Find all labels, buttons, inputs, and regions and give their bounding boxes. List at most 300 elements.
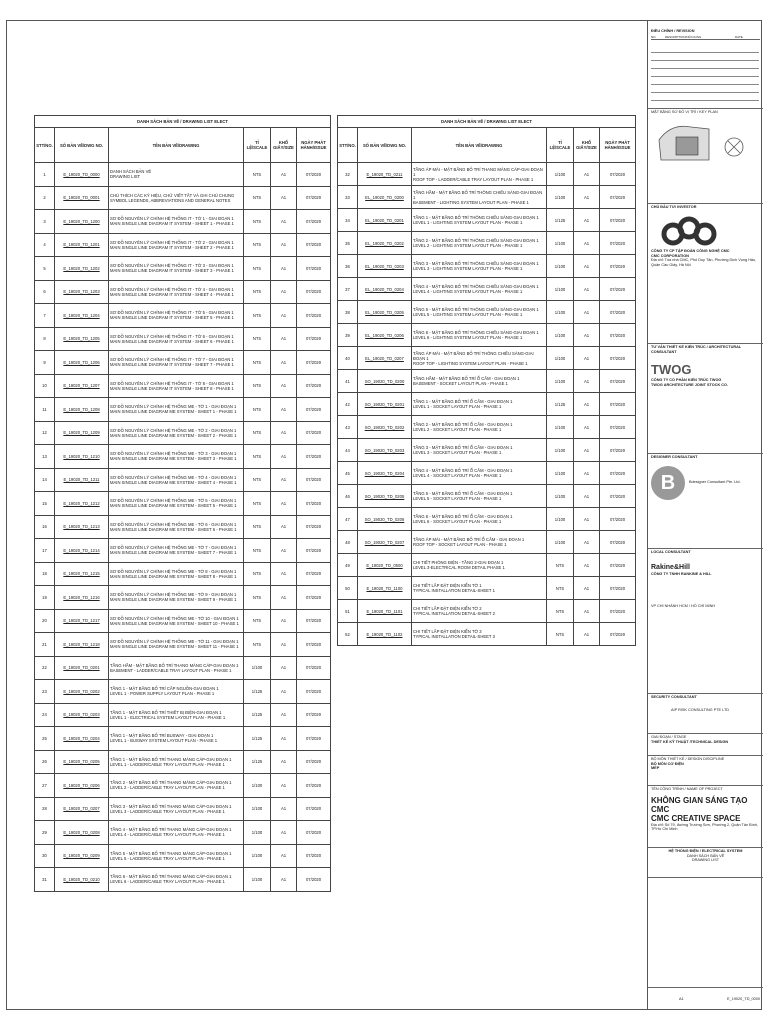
table-row <box>35 468 331 492</box>
row-scale: NTS <box>244 445 271 469</box>
table-row <box>338 485 636 508</box>
table-row <box>338 255 636 278</box>
row-scale: NTS <box>244 633 271 657</box>
row-issue-date: 07/2020 <box>297 539 331 563</box>
row-scale: 1/100 <box>547 370 574 393</box>
row-issue-date: 07/2020 <box>600 485 636 508</box>
row-scale: NTS <box>244 562 271 586</box>
row-number: 3 <box>35 210 55 234</box>
row-scale: 1/125 <box>547 393 574 416</box>
row-paper-size: A1 <box>574 186 600 209</box>
row-drawing-number: SO_19020_TD_0200 <box>358 370 412 393</box>
row-drawing-number: E_19020_TD_1203 <box>55 280 109 304</box>
table-row <box>35 233 331 257</box>
row-number: 5 <box>35 257 55 281</box>
row-scale: NTS <box>244 186 271 210</box>
row-drawing-name: CHI TIẾT LẮP ĐẶT ĐIỆN KIỂN TỜ 3 TYPICAL INSTALLATION DETAIL-SHEET 3 <box>412 623 547 646</box>
row-issue-date: 07/2020 <box>600 163 636 186</box>
row-drawing-number: EL_19020_TD_0204 <box>358 278 412 301</box>
drawing-number: E_19020_TD_0000 <box>727 996 760 1001</box>
table-row <box>338 278 636 301</box>
row-number: 32 <box>338 163 358 186</box>
row-drawing-number: E_19020_TD_0207 <box>55 797 109 821</box>
row-issue-date: 07/2020 <box>600 255 636 278</box>
row-scale: 1/100 <box>547 255 574 278</box>
row-drawing-name: TẦNG ÁP MÁI - MẶT BẰNG BỐ TRÍ THANG MÁNG CÁP-GIAI ĐOẠN 1 ROOF TOP - LADDER/CABLE TRAY LAYOUT PLAN - PHASE 1 <box>412 163 547 186</box>
designer-name: Bdesigner Consultant Pte. Ltd. <box>689 480 741 485</box>
table-row <box>35 304 331 328</box>
row-paper-size: A1 <box>271 750 297 774</box>
row-number: 25 <box>35 727 55 751</box>
row-drawing-name: TẦNG 2 - MẶT BẰNG BỐ TRÍ THANG MÁNG CÁP-GIAI ĐOẠN 1 LEVEL 2 - LADDER/CABLE TRAY LAYOUT PLAN - PHASE 1 <box>109 774 244 798</box>
stage-label: GIAI ĐOẠN / STAGE <box>651 735 687 739</box>
architect-name-en: TWOG ARCHITECTURE JOINT STOCK CO. <box>651 382 728 387</box>
row-drawing-name: CHI TIẾT PHÒNG ĐIỆN - TẦNG 2-GIAI ĐOẠN 1 LEVEL 3-ELECTRICAL ROOM DETAIL PHASE 1 <box>412 554 547 577</box>
row-drawing-name: TẦNG 6 - MẶT BẰNG BỐ TRÍ THÔNG CHIẾU SÁNG-GIAI ĐOẠN 1 LEVEL 6 - LIGHTING SYSTEM LAYOUT PLAN - PHASE 1 <box>412 324 547 347</box>
table-row <box>338 209 636 232</box>
row-drawing-name: TẦNG HẦM - MẶT BẰNG BỐ TRÍ Ổ CẮM - GIAI ĐOẠN 1 BASEMENT - SOCKET LAYOUT PLAN - PHASE 1 <box>412 370 547 393</box>
row-drawing-name: SƠ ĐỒ NGUYÊN LÝ CHÍNH HỆ THỐNG ME - TỜ 11 - GIAI ĐOẠN 1 MAIN SINGLE LINE DIAGRAM ME SYSTEM - SHEET 11 - PHASE 1 <box>109 633 244 657</box>
row-drawing-number: E_19020_TD_0500 <box>358 554 412 577</box>
row-issue-date: 07/2020 <box>297 868 331 892</box>
row-scale: 1/100 <box>547 531 574 554</box>
row-scale: 1/100 <box>547 416 574 439</box>
row-drawing-name: TẦNG 4 - MẶT BẰNG BỐ TRÍ THANG MÁNG CÁP-GIAI ĐOẠN 1 LEVEL 4 - LADDER/CABLE TRAY LAYOUT PLAN - PHASE 1 <box>109 821 244 845</box>
row-drawing-name: SƠ ĐỒ NGUYÊN LÝ CHÍNH HỆ THỐNG IT - TỜ 3 - GIAI ĐOẠN 1 MAIN SINGLE LINE DIAGRAM IT SYSTEM - SHEET 3 - PHASE 1 <box>109 257 244 281</box>
row-scale: NTS <box>244 539 271 563</box>
table-row <box>338 531 636 554</box>
row-drawing-number: E_19020_TD_0001 <box>55 186 109 210</box>
row-number: 8 <box>35 327 55 351</box>
row-number: 34 <box>338 209 358 232</box>
row-drawing-number: EL_19020_TD_0203 <box>358 255 412 278</box>
row-issue-date: 07/2020 <box>600 600 636 623</box>
row-issue-date: 07/2020 <box>297 821 331 845</box>
row-drawing-name: TẦNG HẦM - MẶT BẰNG BỐ TRÍ THANG MÁNG CÁP-GIAI ĐOẠN 1 BASEMENT - LADDER/CABLE TRAY LAYOUT PLAN - PHASE 1 <box>109 656 244 680</box>
local-office: VP CHI NHÁNH HCM / HỒ CHÍ MINH <box>651 604 716 609</box>
row-paper-size: A1 <box>271 421 297 445</box>
row-paper-size: A1 <box>271 797 297 821</box>
row-number: 37 <box>338 278 358 301</box>
row-drawing-number: EL_19020_TD_0200 <box>358 186 412 209</box>
table-row <box>35 163 331 187</box>
discipline-label: BỘ MÔN THIẾT KẾ / DESIGN DISCIPLINE <box>651 757 725 761</box>
row-paper-size: A1 <box>574 163 600 186</box>
row-issue-date: 07/2020 <box>297 421 331 445</box>
row-drawing-name: TẦNG 5 - MẶT BẰNG BỐ TRÍ THÔNG CHIẾU SÁNG-GIAI ĐOẠN 1 LEVEL 5 - LIGHTING SYSTEM LAYOUT PLAN - PHASE 1 <box>412 301 547 324</box>
row-drawing-name: CHÚ THÍCH CÁC KÝ HIỆU, CHỮ VIẾT TẮT VÀ GHI CHÚ CHUNG SYMBOL LEGENDS, ABBREVIATIONS AND GENERAL NOTES <box>109 186 244 210</box>
col-header-date: NGÀY PHÁT HÀNH/ISSUE <box>600 128 636 163</box>
row-drawing-name: SƠ ĐỒ NGUYÊN LÝ CHÍNH HỆ THỐNG ME - TỜ 2 - GIAI ĐOẠN 1 MAIN SINGLE LINE DIAGRAM ME SYSTEM - SHEET 2 - PHASE 1 <box>109 421 244 445</box>
table-row <box>338 393 636 416</box>
row-issue-date: 07/2020 <box>600 370 636 393</box>
row-number: 26 <box>35 750 55 774</box>
table-row <box>338 623 636 646</box>
table-row <box>35 868 331 892</box>
project-address: Địa chỉ: Số 79, đường Trường Sơn, Phường 2, Quận Tân Bình, TP.Hồ Chí Minh <box>651 822 759 832</box>
row-paper-size: A1 <box>271 586 297 610</box>
table-row <box>35 750 331 774</box>
row-number: 41 <box>338 370 358 393</box>
table-row <box>338 232 636 255</box>
row-drawing-name: CHI TIẾT LẮP ĐẶT ĐIỆN KIỂN TỜ 1 TYPICAL INSTALLATION DETAIL-SHEET 1 <box>412 577 547 600</box>
row-scale: NTS <box>244 586 271 610</box>
row-paper-size: A1 <box>271 257 297 281</box>
row-paper-size: A1 <box>574 600 600 623</box>
row-number: 10 <box>35 374 55 398</box>
rev-col-date: DATE <box>735 34 743 39</box>
row-number: 9 <box>35 351 55 375</box>
row-number: 48 <box>338 531 358 554</box>
row-issue-date: 07/2020 <box>297 163 331 187</box>
row-scale: NTS <box>244 257 271 281</box>
row-drawing-number: E_19020_TD_1214 <box>55 539 109 563</box>
row-paper-size: A1 <box>574 416 600 439</box>
row-paper-size: A1 <box>574 232 600 255</box>
row-drawing-name: TẦNG 6 - MẶT BẰNG BỐ TRÍ Ổ CẮM - GIAI ĐOẠN 1 LEVEL 6 - SOCKET LAYOUT PLAN - PHASE 1 <box>412 508 547 531</box>
row-drawing-number: E_19020_TD_1206 <box>55 351 109 375</box>
row-issue-date: 07/2020 <box>600 324 636 347</box>
row-number: 47 <box>338 508 358 531</box>
row-issue-date: 07/2020 <box>600 186 636 209</box>
table-row <box>338 370 636 393</box>
row-scale: 1/100 <box>547 186 574 209</box>
table-row <box>35 821 331 845</box>
row-number: 7 <box>35 304 55 328</box>
row-issue-date: 07/2020 <box>297 586 331 610</box>
row-drawing-number: E_19020_TD_0211 <box>358 163 412 186</box>
row-drawing-number: E_19020_TD_0210 <box>55 868 109 892</box>
row-scale: 1/100 <box>244 656 271 680</box>
row-drawing-number: E_19020_TD_0201 <box>55 656 109 680</box>
row-drawing-name: TẦNG 1 - MẶT BẰNG BỐ TRÍ THANG MÁNG CÁP-GIAI ĐOẠN 1 LEVEL 1 - LADDER/CABLE TRAY LAYOUT PLAN - PHASE 1 <box>109 750 244 774</box>
row-issue-date: 07/2020 <box>297 186 331 210</box>
row-number: 22 <box>35 656 55 680</box>
table-row <box>35 421 331 445</box>
row-drawing-name: TẦNG 2 - MẶT BẰNG BỐ TRÍ Ổ CẮM - GIAI ĐOẠN 1 LEVEL 2 - SOCKET LAYOUT PLAN - PHASE 1 <box>412 416 547 439</box>
row-drawing-name: SƠ ĐỒ NGUYÊN LÝ CHÍNH HỆ THỐNG ME - TỜ 5 - GIAI ĐOẠN 1 MAIN SINGLE LINE DIAGRAM ME SYSTEM - SHEET 5 - PHASE 1 <box>109 492 244 516</box>
row-number: 33 <box>338 186 358 209</box>
row-paper-size: A1 <box>271 609 297 633</box>
row-number: 11 <box>35 398 55 422</box>
row-drawing-number: E_19020_TD_1202 <box>55 257 109 281</box>
row-number: 42 <box>338 393 358 416</box>
row-drawing-name: SƠ ĐỒ NGUYÊN LÝ CHÍNH HỆ THỐNG IT - TỜ 5 - GIAI ĐOẠN 1 MAIN SINGLE LINE DIAGRAM IT SYSTEM - SHEET 5 - PHASE 1 <box>109 304 244 328</box>
row-paper-size: A1 <box>271 821 297 845</box>
row-paper-size: A1 <box>574 370 600 393</box>
row-scale: NTS <box>244 163 271 187</box>
row-drawing-number: E_19020_TD_1100 <box>358 577 412 600</box>
row-number: 17 <box>35 539 55 563</box>
row-number: 44 <box>338 439 358 462</box>
table-title: DANH SÁCH BẢN VẼ / DRAWING LIST ELECT <box>338 116 636 128</box>
row-paper-size: A1 <box>271 774 297 798</box>
designer-logo-icon: B <box>651 466 685 500</box>
row-scale: NTS <box>244 233 271 257</box>
row-number: 30 <box>35 844 55 868</box>
security-name: AIP RISK CONSULTING PTE LTD <box>671 707 730 712</box>
col-header-size: KHỔ GIẤY/SIZE <box>574 128 600 163</box>
row-scale: NTS <box>244 421 271 445</box>
table-row <box>35 445 331 469</box>
row-number: 20 <box>35 609 55 633</box>
table-row <box>35 797 331 821</box>
row-drawing-number: E_19020_TD_0208 <box>55 821 109 845</box>
row-issue-date: 07/2020 <box>297 797 331 821</box>
row-drawing-name: SƠ ĐỒ NGUYÊN LÝ CHÍNH HỆ THỐNG ME - TỜ 7 - GIAI ĐOẠN 1 MAIN SINGLE LINE DIAGRAM ME SYSTEM - SHEET 7 - PHASE 1 <box>109 539 244 563</box>
row-scale: NTS <box>244 609 271 633</box>
row-paper-size: A1 <box>574 554 600 577</box>
row-number: 4 <box>35 233 55 257</box>
row-drawing-name: TẦNG 5 - MẶT BẰNG BỐ TRÍ THANG MÁNG CÁP-GIAI ĐOẠN 1 LEVEL 5 - LADDER/CABLE TRAY LAYOUT PLAN - PHASE 1 <box>109 844 244 868</box>
discipline-value-en: MEP <box>651 766 660 771</box>
table-row <box>338 577 636 600</box>
row-drawing-name: SƠ ĐỒ NGUYÊN LÝ CHÍNH HỆ THỐNG ME - TỜ 3 - GIAI ĐOẠN 1 MAIN SINGLE LINE DIAGRAM ME SYSTEM - SHEET 3 - PHASE 1 <box>109 445 244 469</box>
row-paper-size: A1 <box>271 680 297 704</box>
table-row <box>35 257 331 281</box>
row-paper-size: A1 <box>574 278 600 301</box>
row-number: 45 <box>338 462 358 485</box>
row-paper-size: A1 <box>271 304 297 328</box>
row-paper-size: A1 <box>271 703 297 727</box>
row-issue-date: 07/2020 <box>297 280 331 304</box>
investor-address: Địa chỉ: Tòa nhà CMC, Phố Duy Tân, Phường Dịch Vọng Hậu, Quận Cầu Giấy, Hà Nội <box>651 258 757 267</box>
table-row <box>35 586 331 610</box>
row-paper-size: A1 <box>574 577 600 600</box>
title-block <box>647 20 762 1010</box>
row-issue-date: 07/2020 <box>600 623 636 646</box>
table-row <box>338 324 636 347</box>
row-issue-date: 07/2020 <box>297 304 331 328</box>
revision-grid <box>651 45 759 109</box>
row-issue-date: 07/2020 <box>297 609 331 633</box>
col-header-stt: STT/NO. <box>338 128 358 163</box>
row-scale: 1/100 <box>547 508 574 531</box>
row-drawing-number: E_19020_TD_1215 <box>55 562 109 586</box>
project-name-en: CMC CREATIVE SPACE <box>651 813 741 823</box>
row-drawing-name: CHI TIẾT LẮP ĐẶT ĐIỆN KIỂN TỜ 2 TYPICAL INSTALLATION DETAIL-SHEET 2 <box>412 600 547 623</box>
twog-logo: TWOG <box>651 362 692 378</box>
table-row <box>35 562 331 586</box>
row-drawing-number: E_19020_TD_0204 <box>55 727 109 751</box>
row-scale: 1/100 <box>547 439 574 462</box>
rankine-hill-logo: Rakine&Hill <box>651 563 690 571</box>
row-number: 51 <box>338 600 358 623</box>
project-name-vn: KHÔNG GIAN SÁNG TẠO CMC <box>651 795 748 814</box>
row-number: 29 <box>35 821 55 845</box>
row-issue-date: 07/2020 <box>600 347 636 370</box>
row-drawing-name: SƠ ĐỒ NGUYÊN LÝ CHÍNH HỆ THỐNG IT - TỜ 8 - GIAI ĐOẠN 1 MAIN SINGLE LINE DIAGRAM IT SYSTEM - SHEET 8 - PHASE 1 <box>109 374 244 398</box>
row-drawing-number: SO_19020_TD_0206 <box>358 508 412 531</box>
row-drawing-name: TẦNG 6 - MẶT BẰNG BỐ TRÍ THANG MÁNG CÁP-GIAI ĐOẠN 1 LEVEL 6 - LADDER/CABLE TRAY LAYOUT PLAN - PHASE 1 <box>109 868 244 892</box>
table-row <box>35 280 331 304</box>
row-drawing-number: EL_19020_TD_0205 <box>358 301 412 324</box>
row-issue-date: 07/2020 <box>600 209 636 232</box>
row-paper-size: A1 <box>574 623 600 646</box>
row-issue-date: 07/2020 <box>600 554 636 577</box>
row-scale: 1/100 <box>547 347 574 370</box>
row-scale: 1/100 <box>547 163 574 186</box>
row-paper-size: A1 <box>574 324 600 347</box>
row-number: 21 <box>35 633 55 657</box>
architect-name: CÔNG TY CỔ PHẦN KIẾN TRÚC TWOG <box>651 378 722 383</box>
table-title: DANH SÁCH BẢN VẼ / DRAWING LIST ELECT <box>35 116 331 128</box>
table-row <box>35 539 331 563</box>
keyplan-drawing <box>651 115 751 185</box>
row-issue-date: 07/2020 <box>297 257 331 281</box>
row-drawing-number: E_19020_TD_1212 <box>55 492 109 516</box>
row-scale: NTS <box>244 374 271 398</box>
row-drawing-number: SO_19020_TD_0203 <box>358 439 412 462</box>
row-number: 18 <box>35 562 55 586</box>
table-row <box>35 327 331 351</box>
row-scale: 1/100 <box>244 774 271 798</box>
row-drawing-number: E_19020_TD_1200 <box>55 210 109 234</box>
row-number: 19 <box>35 586 55 610</box>
row-issue-date: 07/2020 <box>297 750 331 774</box>
row-drawing-number: E_19020_TD_0202 <box>55 680 109 704</box>
table-row <box>338 301 636 324</box>
row-scale: 1/100 <box>547 324 574 347</box>
row-issue-date: 07/2020 <box>600 416 636 439</box>
row-drawing-number: E_19020_TD_0203 <box>55 703 109 727</box>
row-drawing-name: TẦNG 1 - MẶT BẰNG BỐ TRÍ THÔNG CHIẾU SÁNG-GIAI ĐOẠN 1 LEVEL 1 - LIGHTING SYSTEM LAYOUT PLAN - PHASE 1 <box>412 209 547 232</box>
row-drawing-number: EL_19020_TD_0201 <box>358 209 412 232</box>
row-paper-size: A1 <box>574 301 600 324</box>
row-issue-date: 07/2020 <box>297 233 331 257</box>
row-drawing-number: E_19020_TD_1204 <box>55 304 109 328</box>
row-number: 1 <box>35 163 55 187</box>
row-scale: 1/100 <box>244 868 271 892</box>
row-paper-size: A1 <box>271 515 297 539</box>
col-header-date: NGÀY PHÁT HÀNH/ISSUE <box>297 128 331 163</box>
row-issue-date: 07/2020 <box>600 232 636 255</box>
row-issue-date: 07/2020 <box>297 844 331 868</box>
row-issue-date: 07/2020 <box>600 278 636 301</box>
table-row <box>338 416 636 439</box>
stage-value: THIẾT KẾ KỸ THUẬT /TECHNICAL DESIGN <box>651 739 729 744</box>
row-issue-date: 07/2020 <box>297 398 331 422</box>
row-number: 28 <box>35 797 55 821</box>
row-number: 12 <box>35 421 55 445</box>
table-row <box>35 656 331 680</box>
row-number: 35 <box>338 232 358 255</box>
row-number: 38 <box>338 301 358 324</box>
investor-label: CHỦ ĐẦU TƯ/ INVESTOR <box>651 205 697 209</box>
row-scale: 1/125 <box>244 703 271 727</box>
row-paper-size: A1 <box>271 445 297 469</box>
row-paper-size: A1 <box>271 656 297 680</box>
row-drawing-name: DANH SÁCH BẢN VẼ DRAWING LIST <box>109 163 244 187</box>
row-drawing-name: SƠ ĐỒ NGUYÊN LÝ CHÍNH HỆ THỐNG IT - TỜ 6 - GIAI ĐOẠN 1 MAIN SINGLE LINE DIAGRAM IT SYSTEM - SHEET 6 - PHASE 1 <box>109 327 244 351</box>
paper-size: A1 <box>679 996 684 1001</box>
row-drawing-name: TẦNG 1 - MẶT BẰNG BỐ TRÍ THIẾT BỊ ĐIỆN-GIAI ĐOẠN 1 LEVEL 1 - ELECTRICAL SYSTEM LAYOUT PLAN - PHASE 1 <box>109 703 244 727</box>
row-scale: NTS <box>547 623 574 646</box>
row-number: 50 <box>338 577 358 600</box>
row-drawing-number: E_19020_TD_0205 <box>55 750 109 774</box>
table-row <box>35 515 331 539</box>
row-paper-size: A1 <box>271 539 297 563</box>
row-drawing-name: TẦNG 1 - MẶT BẰNG BỐ TRÍ BUSWAY - GIAI ĐOẠN 1 LEVEL 1 - BUSWAY SYSTEM LAYOUT PLAN - PHASE 1 <box>109 727 244 751</box>
row-drawing-name: TẦNG 2 - MẶT BẰNG BỐ TRÍ THÔNG CHIẾU SÁNG-GIAI ĐOẠN 1 LEVEL 2 - LIGHTING SYSTEM LAYOUT PLAN - PHASE 1 <box>412 232 547 255</box>
row-drawing-name: TẦNG ÁP MÁI - MẶT BẰNG BỐ TRÍ Ổ CẮM - GIAI ĐOẠN 1 ROOF TOP - SOCKET LAYOUT PLAN - PHASE 1 <box>412 531 547 554</box>
row-scale: 1/125 <box>547 209 574 232</box>
row-drawing-name: TẦNG 4 - MẶT BẰNG BỐ TRÍ THÔNG CHIẾU SÁNG-GIAI ĐOẠN 1 LEVEL 4 - LIGHTING SYSTEM LAYOUT PLAN - PHASE 1 <box>412 278 547 301</box>
row-scale: NTS <box>244 351 271 375</box>
row-drawing-number: E_19020_TD_1217 <box>55 609 109 633</box>
row-paper-size: A1 <box>271 186 297 210</box>
row-scale: 1/100 <box>244 797 271 821</box>
row-drawing-number: E_19020_TD_1213 <box>55 515 109 539</box>
row-issue-date: 07/2020 <box>600 531 636 554</box>
row-scale: NTS <box>244 515 271 539</box>
row-drawing-number: SO_19020_TD_0202 <box>358 416 412 439</box>
row-scale: 1/100 <box>547 232 574 255</box>
row-drawing-name: TẦNG 1 - MẶT BẰNG BỐ TRÍ CẤP NGUỒN-GIAI ĐOẠN 1 LEVEL 1 - POWER SUPPLY LAYOUT PLAN - PHASE 1 <box>109 680 244 704</box>
table-row <box>338 439 636 462</box>
system-title: HỆ THỐNG ĐIỆN / ELECTRICAL SYSTEM <box>668 849 743 853</box>
row-paper-size: A1 <box>271 868 297 892</box>
row-scale: 1/100 <box>547 462 574 485</box>
row-drawing-number: SO_19020_TD_0201 <box>358 393 412 416</box>
row-issue-date: 07/2020 <box>297 492 331 516</box>
row-issue-date: 07/2020 <box>600 462 636 485</box>
row-drawing-name: TẦNG 3 - MẶT BẰNG BỐ TRÍ THÔNG CHIẾU SÁNG-GIAI ĐOẠN 1 LEVEL 3 - LIGHTING SYSTEM LAYOUT PLAN - PHASE 1 <box>412 255 547 278</box>
col-header-stt: STT/NO. <box>35 128 55 163</box>
row-scale: 1/100 <box>547 301 574 324</box>
row-issue-date: 07/2020 <box>297 351 331 375</box>
keyplan-label: MẶT BẰNG SƠ ĐỒ VỊ TRÍ / KEY PLAN <box>651 110 718 114</box>
rev-col-no: NO. <box>651 34 657 39</box>
row-paper-size: A1 <box>574 508 600 531</box>
security-label: SECURITY CONSULTANT <box>651 695 697 699</box>
row-number: 36 <box>338 255 358 278</box>
row-number: 13 <box>35 445 55 469</box>
table-row <box>35 633 331 657</box>
row-scale: NTS <box>244 210 271 234</box>
row-scale: NTS <box>244 398 271 422</box>
row-scale: 1/100 <box>244 821 271 845</box>
investor-name-en: CMC CORPORATION <box>651 253 689 258</box>
col-header-scale: TỈ LỆ/SCALE <box>244 128 271 163</box>
row-scale: 1/100 <box>547 485 574 508</box>
row-scale: NTS <box>547 577 574 600</box>
row-drawing-number: E_19020_TD_0206 <box>55 774 109 798</box>
row-scale: 1/100 <box>244 844 271 868</box>
row-drawing-name: SƠ ĐỒ NGUYÊN LÝ CHÍNH HỆ THỐNG ME - TỜ 10 - GIAI ĐOẠN 1 MAIN SINGLE LINE DIAGRAM ME SYSTEM - SHEET 10 - PHASE 1 <box>109 609 244 633</box>
row-number: 14 <box>35 468 55 492</box>
row-number: 27 <box>35 774 55 798</box>
table-row <box>35 492 331 516</box>
sheet-title-en: DRAWING LIST <box>691 858 720 863</box>
row-paper-size: A1 <box>271 233 297 257</box>
row-paper-size: A1 <box>574 531 600 554</box>
local-consultant-name: CÔNG TY TNHH RANKINE & HILL <box>651 571 712 576</box>
table-row <box>338 163 636 186</box>
row-number: 46 <box>338 485 358 508</box>
row-drawing-number: E_19020_TD_1201 <box>55 233 109 257</box>
row-issue-date: 07/2020 <box>600 301 636 324</box>
table-row <box>35 210 331 234</box>
row-drawing-number: EL_19020_TD_0207 <box>358 347 412 370</box>
table-row <box>35 374 331 398</box>
row-paper-size: A1 <box>271 727 297 751</box>
table-row <box>35 727 331 751</box>
row-issue-date: 07/2020 <box>297 468 331 492</box>
table-row <box>338 508 636 531</box>
table-row <box>35 680 331 704</box>
row-scale: NTS <box>244 327 271 351</box>
